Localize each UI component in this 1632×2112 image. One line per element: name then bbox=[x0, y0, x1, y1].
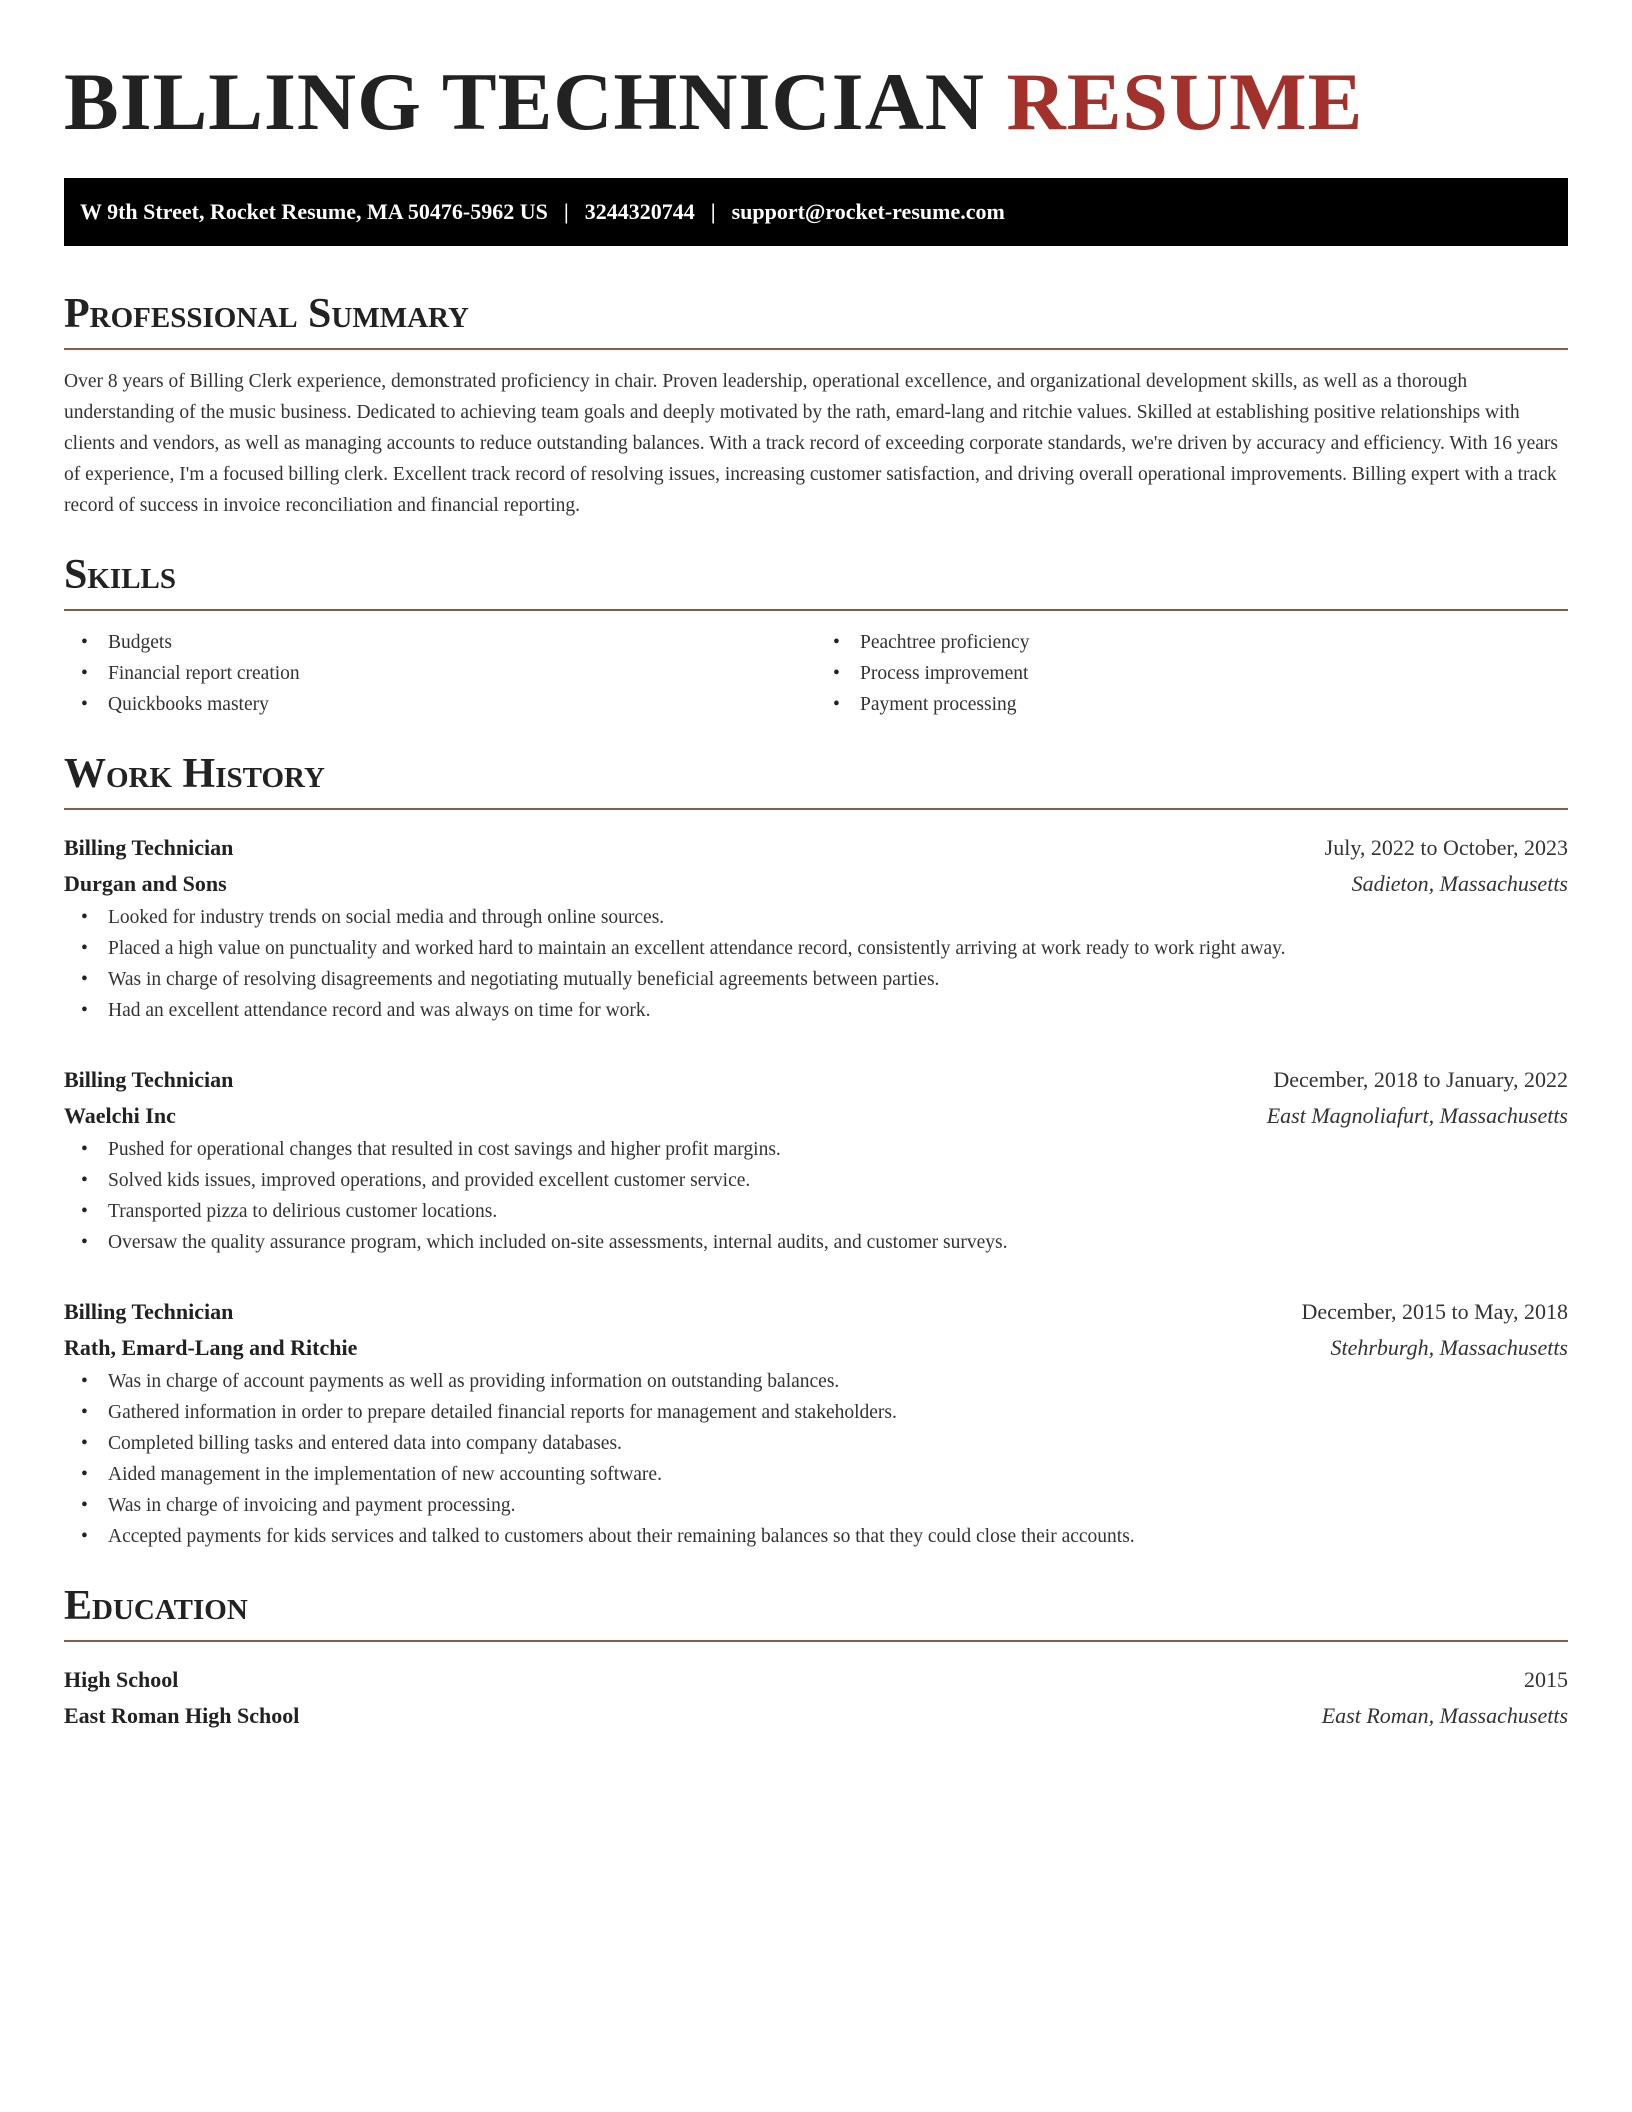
contact-bar bbox=[64, 178, 1568, 246]
job-location: East Magnoliafurt, Massachusetts bbox=[1266, 1103, 1568, 1128]
section-divider bbox=[64, 348, 1568, 350]
job-bullet: • Was in charge of account payments as well as providing information on outstanding balances. bbox=[108, 1366, 1568, 1397]
job-entry bbox=[64, 1062, 1568, 1258]
education-heading: Education bbox=[64, 1583, 248, 1629]
job-bullet: • Gathered information in order to prepare detailed financial reports for management and stakeholders. bbox=[108, 1397, 1568, 1428]
job-bullet: • Accepted payments for kids services and talked to customers about their remaining balances so that they could close their accounts. bbox=[108, 1521, 1568, 1552]
job-bullet: • Oversaw the quality assurance program, which included on-site assessments, internal audits, and customer surveys. bbox=[108, 1227, 1568, 1258]
job-bullet: • Transported pizza to delirious customer locations. bbox=[108, 1196, 1568, 1227]
contact-separator: | bbox=[563, 199, 569, 224]
education-section bbox=[64, 1582, 1568, 1734]
skill-item: • Budgets bbox=[108, 627, 816, 658]
job-bullet: • Aided management in the implementation of new accounting software. bbox=[108, 1459, 1568, 1490]
job-company: Rath, Emard-Lang and Ritchie bbox=[64, 1335, 358, 1360]
job-dates: December, 2018 to January, 2022 bbox=[1273, 1067, 1568, 1092]
job-bullet: • Placed a high value on punctuality and worked hard to maintain an excellent attendance record, consistently arriving at work ready to work right away. bbox=[108, 933, 1568, 964]
job-bullets bbox=[64, 1366, 1568, 1552]
section-divider bbox=[64, 808, 1568, 810]
contact-address: W 9th Street, Rocket Resume, MA 50476-5962 US bbox=[80, 199, 548, 224]
skill-item: • Payment processing bbox=[860, 689, 1568, 720]
summary-section bbox=[64, 290, 1568, 521]
job-company: Durgan and Sons bbox=[64, 871, 227, 896]
work-heading: Work History bbox=[64, 751, 325, 797]
education-school: East Roman High School bbox=[64, 1703, 300, 1728]
job-dates: December, 2015 to May, 2018 bbox=[1301, 1299, 1568, 1324]
section-divider bbox=[64, 1640, 1568, 1642]
job-company: Waelchi Inc bbox=[64, 1103, 176, 1128]
job-bullet: • Completed billing tasks and entered data into company databases. bbox=[108, 1428, 1568, 1459]
job-bullet: • Pushed for operational changes that resulted in cost savings and higher profit margins. bbox=[108, 1134, 1568, 1165]
contact-separator: | bbox=[710, 199, 716, 224]
skills-list-right bbox=[816, 627, 1568, 720]
skill-item: • Quickbooks mastery bbox=[108, 689, 816, 720]
skills-list-left bbox=[64, 627, 816, 720]
job-location: Stehrburgh, Massachusetts bbox=[1330, 1335, 1568, 1360]
skills-section bbox=[64, 551, 1568, 720]
education-location: East Roman, Massachusetts bbox=[1321, 1703, 1568, 1728]
summary-heading: Professional Summary bbox=[64, 291, 469, 337]
job-bullet: • Was in charge of invoicing and payment processing. bbox=[108, 1490, 1568, 1521]
job-bullet: • Solved kids issues, improved operations, and provided excellent customer service. bbox=[108, 1165, 1568, 1196]
job-entry bbox=[64, 1294, 1568, 1552]
contact-phone: 3244320744 bbox=[584, 199, 695, 224]
title-accent: RESUME bbox=[1006, 56, 1364, 147]
education-entry bbox=[64, 1662, 1568, 1734]
job-title: Billing Technician bbox=[64, 1067, 234, 1092]
job-bullets bbox=[64, 902, 1568, 1026]
job-dates: July, 2022 to October, 2023 bbox=[1324, 835, 1568, 860]
job-bullet: • Had an excellent attendance record and was always on time for work. bbox=[108, 995, 1568, 1026]
summary-text: Over 8 years of Billing Clerk experience, demonstrated proficiency in chair. Proven leadership, operational excellence, and organizational development skills, as well as a thorough understanding of the music business. Dedicated to achieving team goals and deeply motivated by the rath, emard-lang and ritchie values. Skilled at establishing positive relationships with clients and vendors, as well as managing accounts to reduce outstanding balances. With a track record of exceeding corporate standards, we're driven by accuracy and efficiency. With 16 years of experience, I'm a focused billing clerk. Excellent track record of resolving issues, increasing customer satisfaction, and driving overall operational improvements. Billing expert with a track record of success in invoice reconciliation and financial reporting. bbox=[64, 371, 1559, 516]
job-bullet: • Looked for industry trends on social media and through online sources. bbox=[108, 902, 1568, 933]
resume-title bbox=[64, 56, 1568, 148]
skills-grid bbox=[64, 627, 1568, 720]
work-section bbox=[64, 750, 1568, 1552]
title-main: BILLING TECHNICIAN bbox=[64, 56, 986, 147]
job-title: Billing Technician bbox=[64, 835, 234, 860]
skills-heading: Skills bbox=[64, 552, 177, 598]
skill-item: • Peachtree proficiency bbox=[860, 627, 1568, 658]
education-year: 2015 bbox=[1524, 1667, 1568, 1692]
contact-email: support@rocket-resume.com bbox=[731, 199, 1005, 224]
job-title: Billing Technician bbox=[64, 1299, 234, 1324]
skill-item: • Financial report creation bbox=[108, 658, 816, 689]
education-degree: High School bbox=[64, 1667, 179, 1692]
skill-item: • Process improvement bbox=[860, 658, 1568, 689]
job-bullets bbox=[64, 1134, 1568, 1258]
section-divider bbox=[64, 609, 1568, 611]
job-location: Sadieton, Massachusetts bbox=[1351, 871, 1568, 896]
job-entry bbox=[64, 830, 1568, 1026]
job-bullet: • Was in charge of resolving disagreements and negotiating mutually beneficial agreements between parties. bbox=[108, 964, 1568, 995]
